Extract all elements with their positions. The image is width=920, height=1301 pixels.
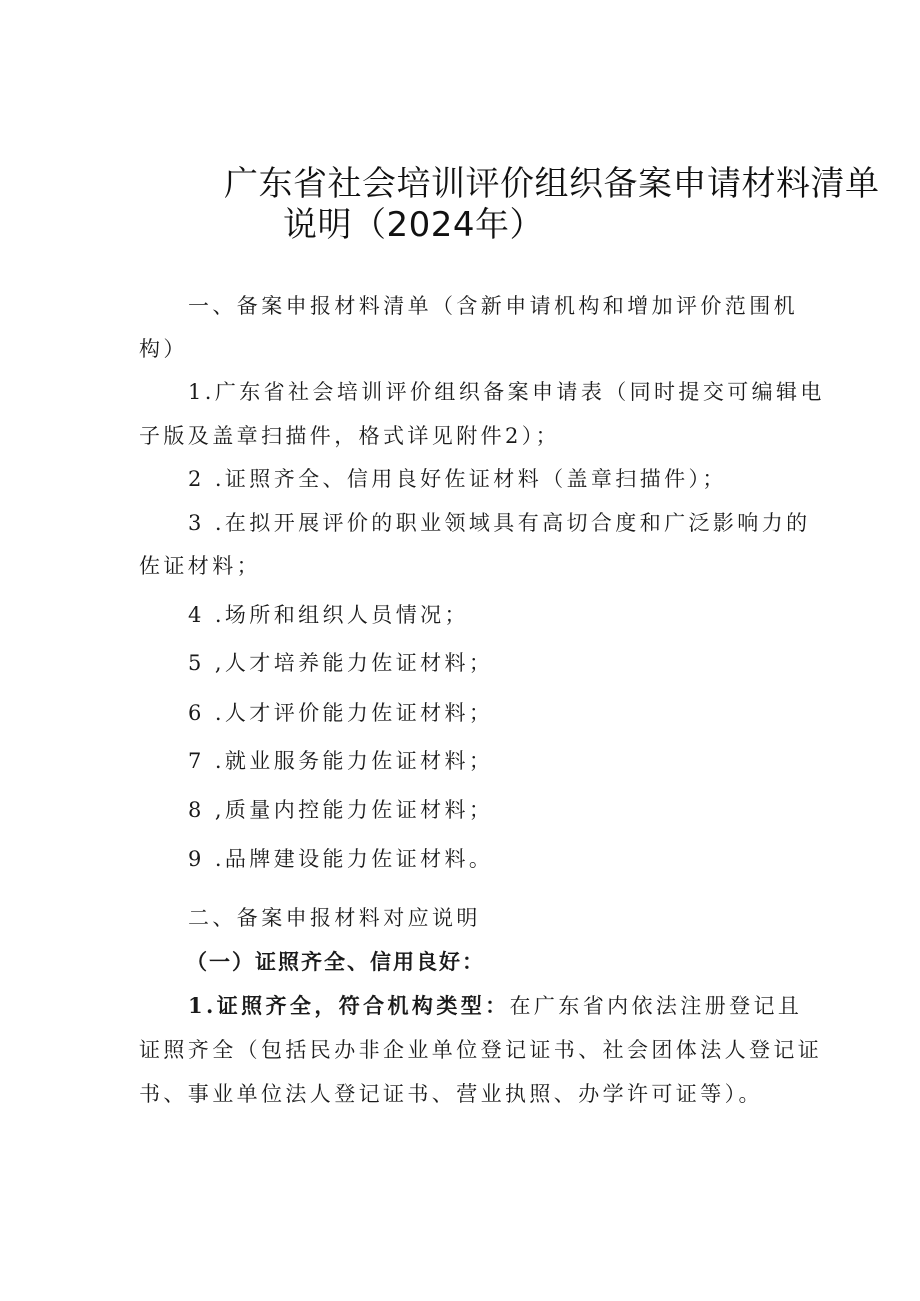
paragraph-1-lead: 1.证照齐全，符合机构类型： bbox=[188, 993, 510, 1018]
paragraph-1-line-2: 证照齐全（包括民办非企业单位登记证书、社会团体法人登记证 bbox=[139, 1038, 823, 1062]
list-item-1-continued: 子版及盖章扫描件，格式详见附件2）； bbox=[139, 424, 561, 448]
list-item-2: 2 .证照齐全、信用良好佐证材料（盖章扫描件）； bbox=[188, 467, 727, 491]
list-item-3: 3 .在拟开展评价的职业领域具有高切合度和广泛影响力的 bbox=[188, 511, 811, 535]
paragraph-1-line-1 bbox=[188, 992, 848, 1020]
list-item-3-continued: 佐证材料； bbox=[139, 554, 261, 578]
section-1-heading-continued: 构） bbox=[139, 337, 188, 361]
document-title-line-2: 说明（2024年） bbox=[283, 205, 545, 245]
list-item-1: 1.广东省社会培训评价组织备案申请表（同时提交可编辑电 bbox=[188, 380, 825, 404]
document-title-line-1: 广东省社会培训评价组织备案申请材料清单 bbox=[224, 164, 880, 204]
list-item-7: 7 .就业服务能力佐证材料； bbox=[188, 749, 494, 773]
paragraph-1-lead-rest: 在广东省内依法注册登记且 bbox=[509, 994, 803, 1018]
section-2-heading: 二、备案申报材料对应说明 bbox=[188, 906, 481, 930]
list-item-4: 4 .场所和组织人员情况； bbox=[188, 603, 469, 627]
section-1-heading: 一、备案申报材料清单（含新申请机构和增加评价范围机 bbox=[188, 294, 798, 318]
list-item-8: 8 ,质量内控能力佐证材料； bbox=[188, 798, 494, 822]
list-item-9: 9 .品牌建设能力佐证材料。 bbox=[188, 847, 494, 871]
list-item-5: 5 ,人才培养能力佐证材料； bbox=[188, 651, 494, 675]
paragraph-1-line-3: 书、事业单位法人登记证书、营业执照、办学许可证等）。 bbox=[139, 1082, 763, 1106]
section-2-subheading: （一）证照齐全、信用良好： bbox=[186, 949, 485, 974]
list-item-6: 6 .人才评价能力佐证材料； bbox=[188, 701, 494, 725]
